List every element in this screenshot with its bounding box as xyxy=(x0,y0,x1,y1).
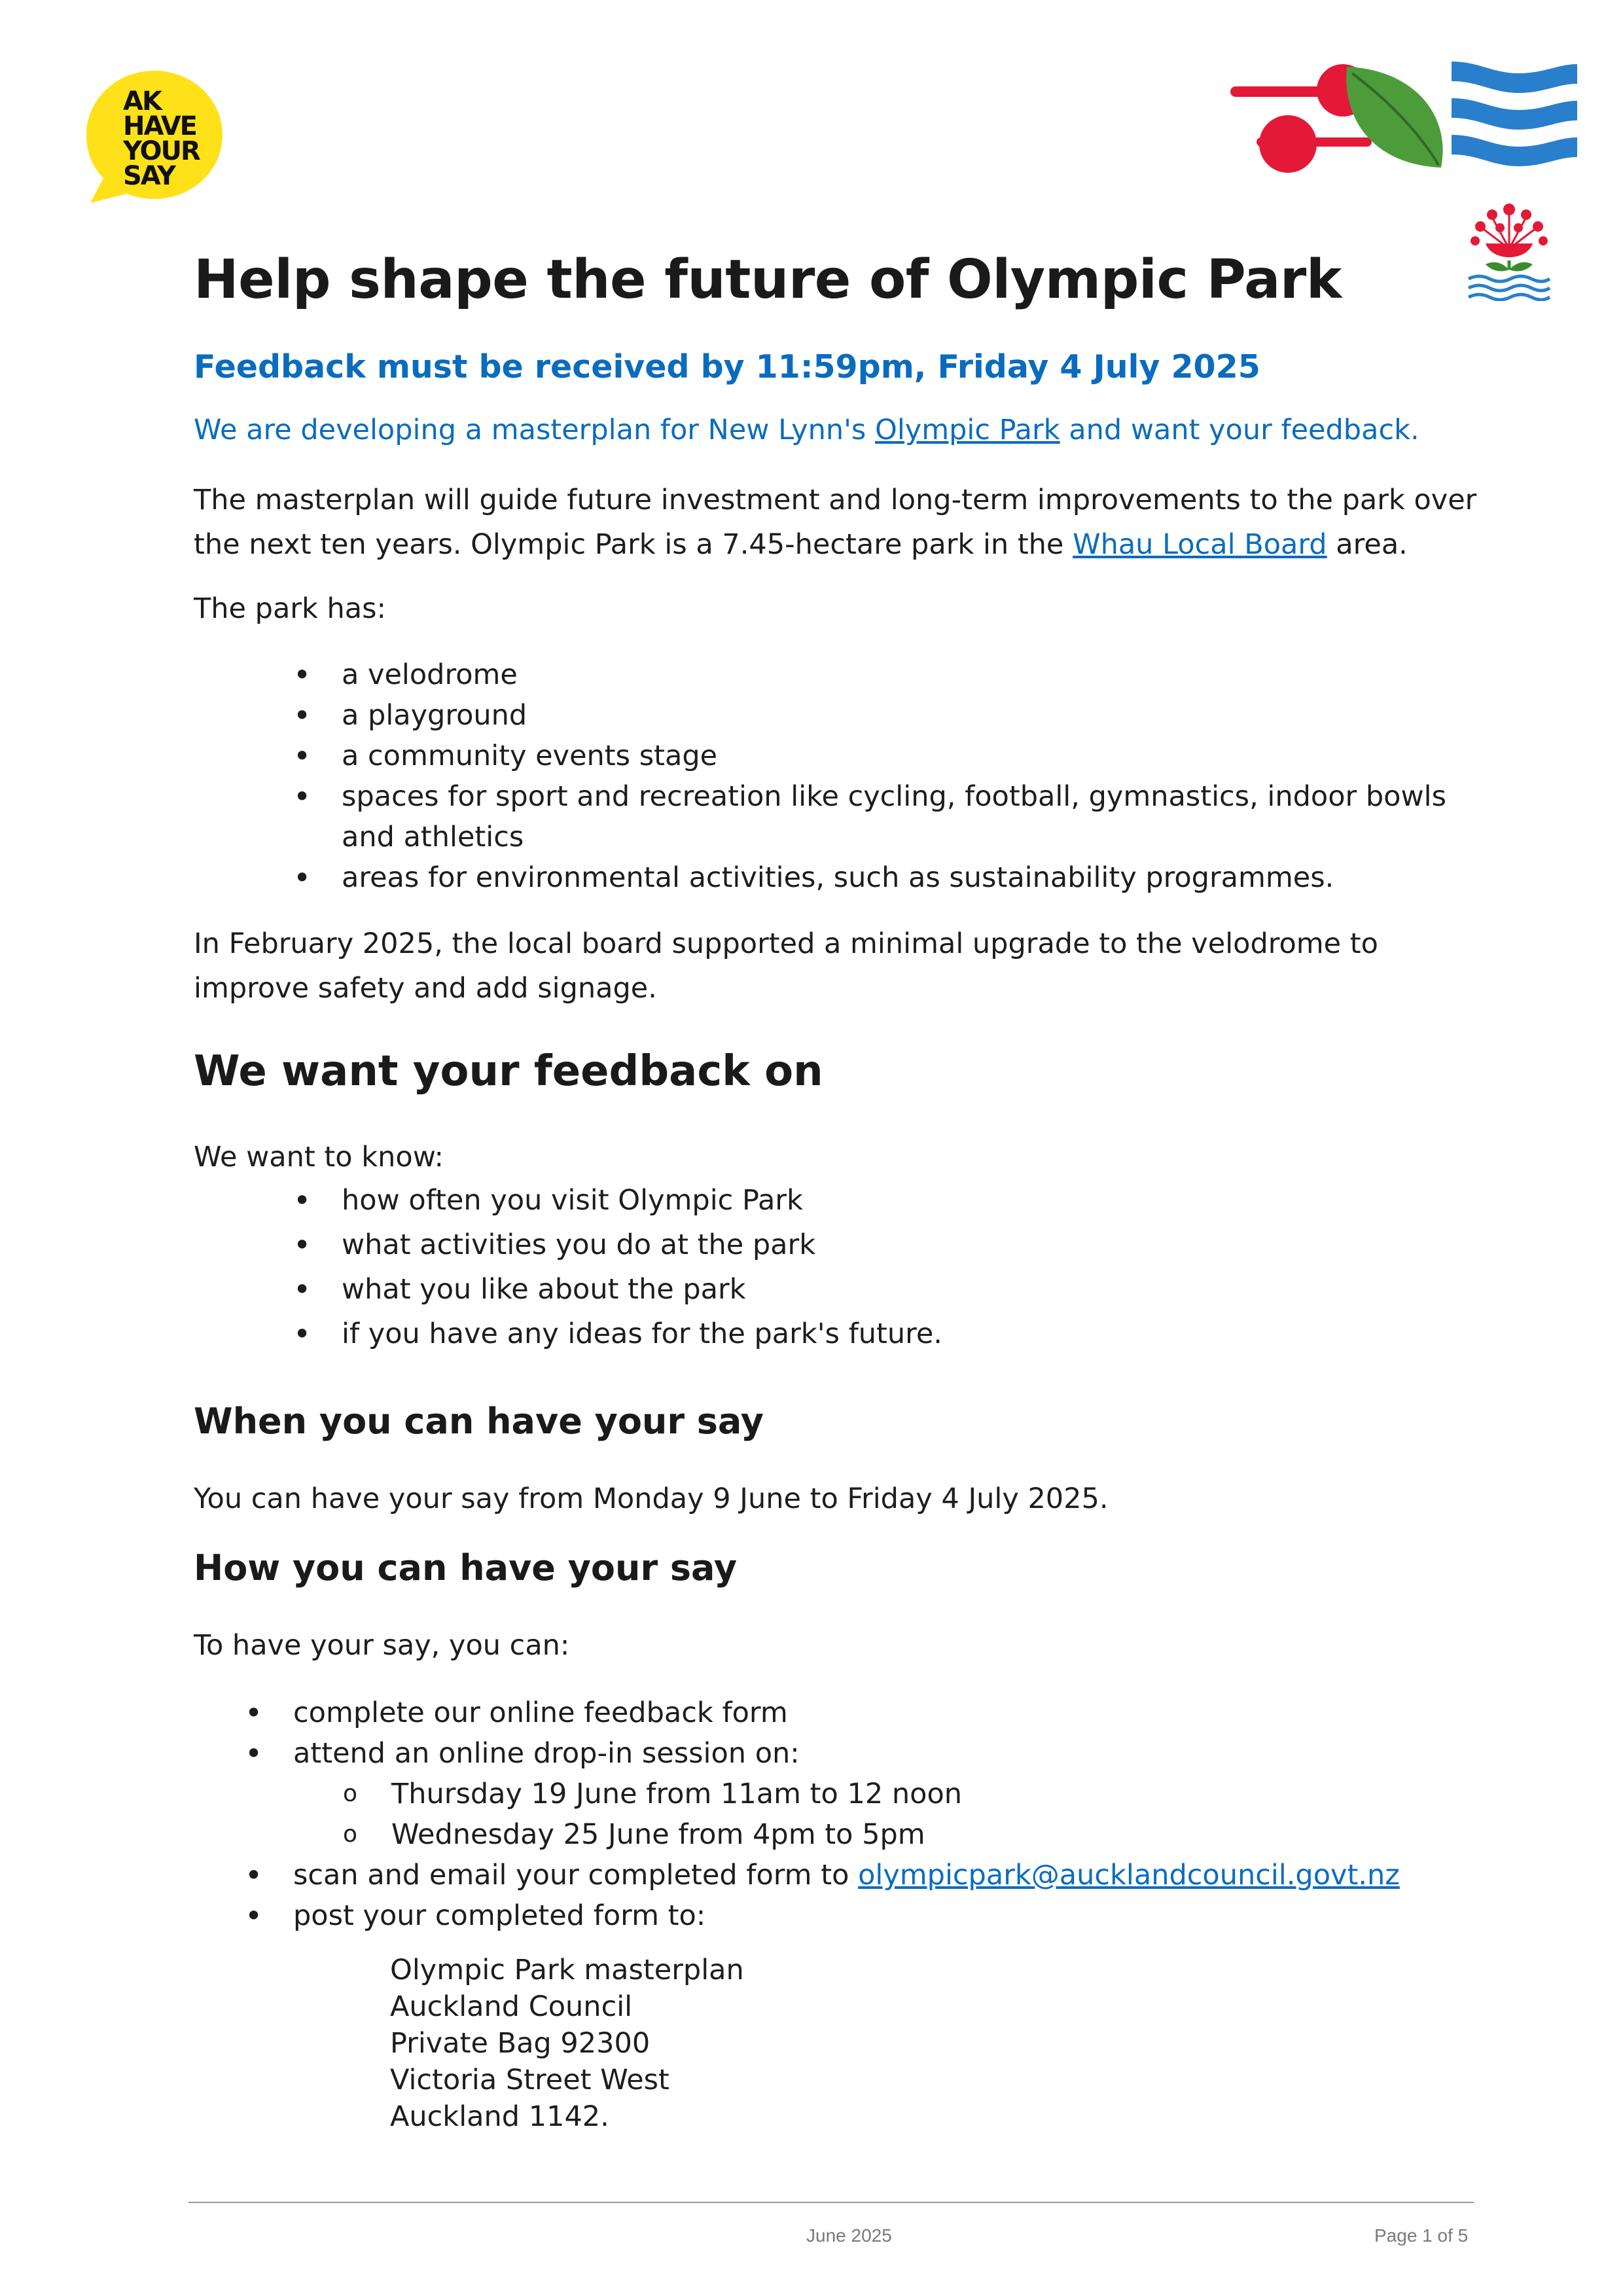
list-item: • what activities you do at the park xyxy=(293,1223,1471,1267)
how-list xyxy=(245,1693,1488,1774)
february-paragraph: In February 2025, the local board supported a minimal upgrade to the velodrome to improve safety and add signage. xyxy=(194,927,1378,1005)
park-has-label: The park has: xyxy=(194,592,387,625)
logo-line-1: AK xyxy=(123,86,161,117)
whau-local-board-link[interactable]: Whau Local Board xyxy=(1073,528,1327,561)
list-item: • a velodrome xyxy=(293,655,1471,695)
online-form-item: • complete our online feedback form xyxy=(245,1693,1488,1733)
intro-text-before: We are developing a masterplan for New Lynn's xyxy=(194,414,875,446)
logo-line-4: SAY xyxy=(123,161,175,191)
how-label: To have your say, you can: xyxy=(194,1629,570,1662)
how-list-continued xyxy=(245,1855,1488,1936)
how-heading: How you can have your say xyxy=(194,1547,738,1588)
page-title: Help shape the future of Olympic Park xyxy=(194,249,1342,311)
footer-divider xyxy=(188,2202,1474,2203)
sessions-list xyxy=(343,1774,1455,1855)
masterplan-text-before: The masterplan will guide future investment and long-term improvements to the park over the next ten years. Olympic Park is a 7.45-hectare park in the xyxy=(194,484,1477,561)
list-item: • a playground xyxy=(293,695,1471,736)
want-to-know-label: We want to know: xyxy=(194,1141,444,1174)
council-brand-mark xyxy=(1230,60,1577,175)
list-item: • what you like about the park xyxy=(293,1267,1471,1312)
ak-have-your-say-logo xyxy=(84,68,225,204)
session-item: o Thursday 19 June from 11am to 12 noon xyxy=(343,1774,1455,1814)
list-item: • areas for environmental activities, such as sustainability programmes. xyxy=(293,857,1471,898)
email-item xyxy=(245,1855,1488,1895)
page-number: Page 1 of 5 xyxy=(1374,2225,1469,2246)
masterplan-paragraph xyxy=(194,478,1489,567)
address-line: Olympic Park masterplan xyxy=(390,1954,744,1986)
address-line: Auckland Council xyxy=(390,1990,633,2023)
logo-line-3: YOUR xyxy=(123,136,200,166)
list-item: • how often you visit Olympic Park xyxy=(293,1178,1471,1223)
park-features-list xyxy=(293,655,1471,898)
postal-address xyxy=(390,1952,744,2135)
olympic-park-link[interactable]: Olympic Park xyxy=(874,414,1060,446)
list-item: • if you have any ideas for the park's future. xyxy=(293,1312,1471,1356)
email-item-text: scan and email your completed form to xyxy=(293,1859,859,1892)
session-item: o Wednesday 25 June from 4pm to 5pm xyxy=(343,1814,1455,1855)
intro-text-after: and want your feedback. xyxy=(1060,414,1419,446)
address-line: Auckland 1142. xyxy=(390,2100,609,2133)
want-to-know-list xyxy=(293,1178,1471,1356)
feedback-heading: We want your feedback on xyxy=(194,1047,823,1096)
feedback-deadline: Feedback must be received by 11:59pm, Friday 4 July 2025 xyxy=(194,348,1260,386)
address-line: Private Bag 92300 xyxy=(390,2027,651,2060)
masterplan-text-after: area. xyxy=(1327,528,1408,561)
when-text: You can have your say from Monday 9 June to Friday 4 July 2025. xyxy=(194,1482,1109,1515)
list-item: • spaces for sport and recreation like cycling, football, gymnastics, indoor bowls and athletics xyxy=(293,776,1471,857)
intro-paragraph xyxy=(194,414,1419,446)
address-line: Victoria Street West xyxy=(390,2064,669,2096)
email-link[interactable]: olympicpark@aucklandcouncil.govt.nz xyxy=(858,1859,1400,1892)
pohutukawa-flower-icon xyxy=(1466,202,1552,301)
post-item: • post your completed form to: xyxy=(245,1895,1488,1936)
logo-line-2: HAVE xyxy=(123,111,196,141)
footer-date: June 2025 xyxy=(806,2225,892,2246)
when-heading: When you can have your say xyxy=(194,1401,764,1442)
list-item: • a community events stage xyxy=(293,736,1471,776)
drop-in-item: • attend an online drop-in session on: xyxy=(245,1733,1488,1774)
